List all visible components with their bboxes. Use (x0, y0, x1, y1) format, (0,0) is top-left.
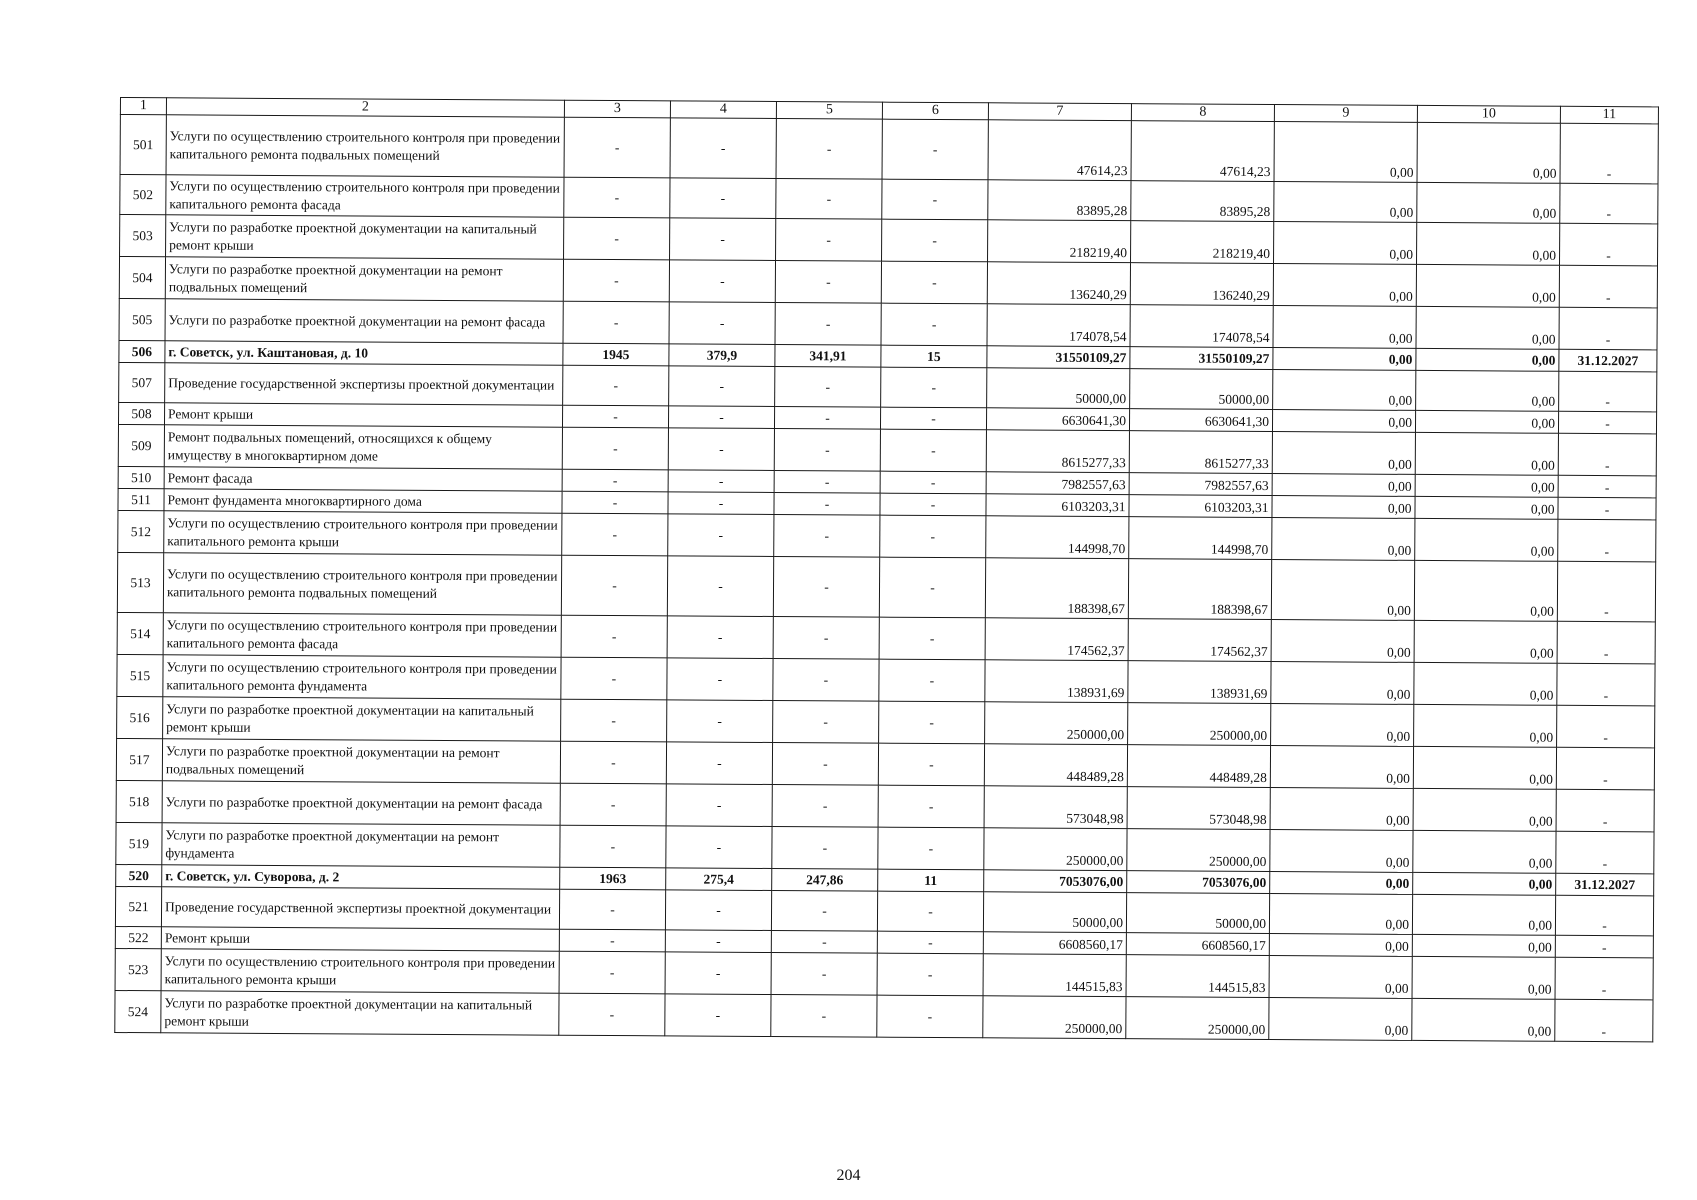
value-cell-col-5: - (772, 742, 878, 785)
value-cell-col-6: - (880, 471, 986, 494)
item-name-cell: Услуги по разработке проектной документации на ремонт подвальных помещений (162, 739, 560, 783)
value-cell-col-7: 138931,69 (985, 660, 1128, 703)
register-table-body (115, 115, 1659, 1042)
value-cell-col-9: 0,00 (1270, 872, 1413, 895)
item-name-cell: Услуги по разработке проектной документации на капитальный ремонт крыши (166, 215, 564, 259)
value-cell-col-6: - (880, 429, 986, 472)
value-cell-col-4: - (666, 784, 772, 827)
register-table-container (120, 97, 1658, 1040)
item-name-cell: Услуги по разработке проектной документации на ремонт фасада (165, 299, 563, 343)
value-cell-col-9: 0,00 (1270, 788, 1413, 831)
value-cell-col-11: 31.12.2027 (1559, 349, 1657, 372)
value-cell-col-7: 144515,83 (983, 954, 1126, 997)
value-cell-col-3: - (559, 951, 665, 994)
item-name-cell: Ремонт фасада (164, 467, 562, 491)
value-cell-col-8: 136240,29 (1130, 263, 1273, 306)
value-cell-col-3: - (562, 513, 668, 556)
value-cell-col-9: 0,00 (1274, 182, 1417, 223)
value-cell-col-11: - (1560, 183, 1658, 224)
value-cell-col-10: 0,00 (1413, 746, 1556, 789)
value-cell-col-6: - (879, 701, 985, 744)
value-cell-col-11: - (1555, 957, 1653, 1000)
row-number-cell: 507 (119, 362, 165, 402)
row-number-cell: 517 (116, 738, 162, 780)
table-row (115, 990, 1653, 1041)
value-cell-col-6: 11 (878, 869, 984, 892)
item-name-cell: Услуги по осуществлению строительного контроля при проведении капитального ремонта крыши (164, 511, 562, 555)
value-cell-col-9: 0,00 (1273, 306, 1416, 349)
value-cell-col-3: - (562, 491, 668, 514)
value-cell-col-10: 0,00 (1414, 620, 1557, 663)
item-name-cell: Проведение государственной экспертизы проектной документации (165, 363, 563, 405)
value-cell-col-10: 0,00 (1417, 222, 1560, 265)
value-cell-col-6: - (882, 119, 988, 180)
row-number-cell: 503 (120, 215, 166, 257)
value-cell-col-3: - (560, 783, 666, 826)
value-cell-col-11: - (1555, 895, 1653, 936)
value-cell-col-4: - (666, 742, 772, 785)
value-cell-col-5: - (774, 515, 880, 558)
value-cell-col-8: 144998,70 (1129, 517, 1272, 560)
value-cell-col-10: 0,00 (1412, 894, 1555, 935)
value-cell-col-8: 50000,00 (1126, 893, 1269, 934)
value-cell-col-9: 0,00 (1271, 662, 1414, 705)
value-cell-col-10: 0,00 (1416, 264, 1559, 307)
row-number-cell: 506 (119, 340, 165, 362)
item-name-cell: Услуги по осуществлению строительного контроля при проведении капитального ремонта подвальных помещений (166, 115, 564, 177)
value-cell-col-6: - (880, 493, 986, 516)
value-cell-col-3: - (562, 427, 668, 470)
item-name-cell: Услуги по осуществлению строительного контроля при проведении капитального ремонта подвальных помещений (163, 553, 561, 615)
value-cell-col-7: 136240,29 (987, 262, 1130, 305)
value-cell-col-7: 250000,00 (985, 702, 1128, 745)
value-cell-col-8: 250000,00 (1127, 829, 1270, 872)
value-cell-col-3: - (559, 929, 665, 952)
value-cell-col-5: 341,91 (775, 345, 881, 368)
value-cell-col-3: - (560, 825, 666, 868)
value-cell-col-9: 0,00 (1270, 746, 1413, 789)
column-header-2: 2 (166, 98, 564, 117)
value-cell-col-11: - (1558, 475, 1656, 498)
value-cell-col-10: 0,00 (1414, 662, 1557, 705)
value-cell-col-5: - (775, 261, 881, 304)
value-cell-col-9: 0,00 (1274, 222, 1417, 265)
item-name-cell: Ремонт подвальных помещений, относящихся к общему имуществу в многоквартирном доме (164, 425, 562, 469)
value-cell-col-10: 0,00 (1413, 788, 1556, 831)
value-cell-col-6: - (880, 407, 986, 430)
value-cell-col-9: 0,00 (1273, 264, 1416, 307)
value-cell-col-10: 0,00 (1413, 830, 1556, 873)
value-cell-col-7: 6608560,17 (983, 932, 1126, 955)
value-cell-col-7: 83895,28 (988, 180, 1131, 221)
value-cell-col-11: 31.12.2027 (1556, 873, 1654, 896)
value-cell-col-4: - (665, 890, 771, 931)
value-cell-col-5: - (773, 617, 879, 660)
value-cell-col-4: - (670, 218, 776, 261)
item-name-cell: Ремонт фундамента многоквартирного дома (164, 489, 562, 513)
value-cell-col-11: - (1556, 789, 1654, 832)
value-cell-col-4: - (668, 470, 774, 493)
column-header-9: 9 (1274, 105, 1417, 123)
value-cell-col-9: 0,00 (1273, 348, 1416, 371)
value-cell-col-4: - (667, 556, 773, 617)
value-cell-col-10: 0,00 (1414, 704, 1557, 747)
value-cell-col-3: - (560, 741, 666, 784)
value-cell-col-4: - (668, 492, 774, 515)
value-cell-col-4: - (668, 406, 774, 429)
value-cell-col-11: - (1558, 433, 1656, 476)
column-header-7: 7 (988, 103, 1131, 121)
value-cell-col-4: - (669, 302, 775, 345)
column-header-10: 10 (1417, 105, 1560, 123)
item-name-cell: Услуги по разработке проектной документации на ремонт подвальных помещений (165, 257, 563, 301)
value-cell-col-10: 0,00 (1416, 348, 1559, 371)
value-cell-col-4: - (665, 994, 771, 1037)
value-cell-col-9: 0,00 (1269, 998, 1412, 1041)
row-number-cell: 518 (116, 780, 162, 822)
value-cell-col-10: 0,00 (1414, 560, 1557, 621)
value-cell-col-6: - (877, 995, 983, 1038)
value-cell-col-9: 0,00 (1272, 474, 1415, 497)
value-cell-col-3: - (561, 615, 667, 658)
row-number-cell: 522 (115, 926, 161, 948)
value-cell-col-11: - (1559, 307, 1657, 350)
value-cell-col-8: 6608560,17 (1126, 933, 1269, 956)
row-number-cell: 523 (115, 948, 161, 990)
value-cell-col-11: - (1558, 519, 1656, 562)
value-cell-col-8: 174562,37 (1128, 619, 1271, 662)
value-cell-col-9: 0,00 (1272, 410, 1415, 433)
item-name-cell: Услуги по разработке проектной документации на капитальный ремонт крыши (163, 697, 561, 741)
value-cell-col-4: - (665, 952, 771, 995)
value-cell-col-4: - (668, 428, 774, 471)
value-cell-col-4: - (667, 616, 773, 659)
value-cell-col-3: - (563, 259, 669, 302)
value-cell-col-3: 1945 (563, 343, 669, 366)
value-cell-col-3: - (559, 889, 665, 930)
value-cell-col-6: - (882, 179, 988, 220)
value-cell-col-11: - (1557, 561, 1655, 622)
value-cell-col-9: 0,00 (1272, 518, 1415, 561)
value-cell-col-4: - (667, 658, 773, 701)
value-cell-col-5: 247,86 (772, 868, 878, 891)
value-cell-col-5: - (775, 303, 881, 346)
value-cell-col-7: 6103203,31 (986, 494, 1129, 517)
value-cell-col-8: 83895,28 (1131, 181, 1274, 222)
value-cell-col-7: 31550109,27 (987, 346, 1130, 369)
item-name-cell: г. Советск, ул. Суворова, д. 2 (162, 865, 560, 889)
row-number-cell: 502 (120, 175, 166, 215)
column-header-4: 4 (670, 101, 776, 119)
value-cell-col-6: - (879, 557, 985, 618)
value-cell-col-9: 0,00 (1271, 560, 1414, 621)
row-number-cell: 515 (117, 654, 163, 696)
value-cell-col-5: - (774, 407, 880, 430)
value-cell-col-3: - (564, 217, 670, 260)
value-cell-col-7: 144998,70 (986, 516, 1129, 559)
item-name-cell: Ремонт крыши (164, 403, 562, 427)
value-cell-col-11: - (1557, 705, 1655, 748)
value-cell-col-8: 47614,23 (1131, 121, 1274, 182)
item-name-cell: Услуги по разработке проектной документации на капитальный ремонт крыши (161, 991, 559, 1035)
row-number-cell: 519 (116, 822, 162, 864)
row-number-cell: 514 (117, 612, 163, 654)
value-cell-col-9: 0,00 (1270, 830, 1413, 873)
value-cell-col-7: 250000,00 (984, 828, 1127, 871)
value-cell-col-11: - (1555, 999, 1653, 1042)
value-cell-col-5: - (773, 700, 879, 743)
item-name-cell: Услуги по разработке проектной документации на ремонт фасада (162, 781, 560, 825)
value-cell-col-8: 448489,28 (1127, 745, 1270, 788)
value-cell-col-7: 7982557,63 (986, 472, 1129, 495)
value-cell-col-6: - (882, 219, 988, 262)
value-cell-col-11: - (1559, 265, 1657, 308)
value-cell-col-10: 0,00 (1415, 474, 1558, 497)
value-cell-col-10: 0,00 (1416, 370, 1559, 411)
item-name-cell: Ремонт крыши (161, 927, 559, 951)
value-cell-col-7: 174562,37 (985, 618, 1128, 661)
value-cell-col-9: 0,00 (1269, 934, 1412, 957)
value-cell-col-3: - (561, 555, 667, 616)
value-cell-col-6: - (878, 785, 984, 828)
value-cell-col-10: 0,00 (1413, 872, 1556, 895)
value-cell-col-7: 218219,40 (988, 220, 1131, 263)
value-cell-col-10: 0,00 (1415, 496, 1558, 519)
value-cell-col-8: 6103203,31 (1129, 495, 1272, 518)
value-cell-col-11: - (1555, 935, 1653, 958)
item-name-cell: Услуги по осуществлению строительного контроля при проведении капитального ремонта крыши (161, 949, 559, 993)
value-cell-col-5: - (773, 658, 879, 701)
value-cell-col-6: 15 (881, 345, 987, 368)
value-cell-col-11: - (1559, 371, 1657, 412)
value-cell-col-8: 250000,00 (1126, 997, 1269, 1040)
value-cell-col-3: 1963 (560, 867, 666, 890)
value-cell-col-9: 0,00 (1273, 370, 1416, 411)
table-row (117, 552, 1655, 621)
value-cell-col-8: 50000,00 (1130, 369, 1273, 410)
value-cell-col-4: 379,9 (669, 344, 775, 367)
value-cell-col-7: 47614,23 (988, 120, 1131, 181)
value-cell-col-11: - (1556, 831, 1654, 874)
value-cell-col-3: - (564, 177, 670, 218)
value-cell-col-3: - (562, 469, 668, 492)
value-cell-col-5: - (771, 994, 877, 1037)
value-cell-col-5: - (772, 826, 878, 869)
row-number-cell: 505 (119, 298, 165, 340)
value-cell-col-9: 0,00 (1269, 956, 1412, 999)
value-cell-col-11: - (1557, 621, 1655, 664)
value-cell-col-8: 8615277,33 (1129, 431, 1272, 474)
item-name-cell: Услуги по осуществлению строительного контроля при проведении капитального ремонта фасада (163, 613, 561, 657)
column-header-6: 6 (882, 102, 988, 120)
row-number-cell: 508 (118, 402, 164, 424)
value-cell-col-10: 0,00 (1415, 410, 1558, 433)
value-cell-col-9: 0,00 (1271, 704, 1414, 747)
value-cell-col-5: - (771, 952, 877, 995)
value-cell-col-3: - (563, 301, 669, 344)
value-cell-col-4: - (665, 930, 771, 953)
value-cell-col-7: 7053076,00 (984, 870, 1127, 893)
value-cell-col-11: - (1559, 223, 1657, 266)
value-cell-col-10: 0,00 (1412, 956, 1555, 999)
value-cell-col-11: - (1560, 123, 1658, 184)
value-cell-col-6: - (879, 659, 985, 702)
value-cell-col-3: - (564, 117, 670, 178)
value-cell-col-7: 6630641,30 (986, 408, 1129, 431)
item-name-cell: Услуги по разработке проектной документации на ремонт фундамента (162, 823, 560, 867)
value-cell-col-8: 7982557,63 (1129, 473, 1272, 496)
column-header-3: 3 (564, 100, 670, 118)
row-number-cell: 504 (119, 257, 165, 299)
column-header-1: 1 (120, 98, 166, 115)
value-cell-col-6: - (877, 931, 983, 954)
value-cell-col-10: 0,00 (1415, 432, 1558, 475)
value-cell-col-3: - (559, 993, 665, 1036)
value-cell-col-9: 0,00 (1271, 620, 1414, 663)
value-cell-col-7: 188398,67 (985, 558, 1128, 619)
value-cell-col-3: - (561, 699, 667, 742)
value-cell-col-5: - (774, 493, 880, 516)
value-cell-col-5: - (771, 930, 877, 953)
item-name-cell: г. Советск, ул. Каштановая, д. 10 (165, 341, 563, 365)
value-cell-col-8: 6630641,30 (1129, 409, 1272, 432)
item-name-cell: Услуги по осуществлению строительного контроля при проведении капитального ремонта фундамента (163, 655, 561, 699)
value-cell-col-11: - (1557, 663, 1655, 706)
value-cell-col-11: - (1558, 497, 1656, 520)
value-cell-col-3: - (562, 405, 668, 428)
value-cell-col-5: - (773, 557, 879, 618)
row-number-cell: 501 (120, 115, 166, 175)
page-number: 204 (836, 1167, 861, 1184)
value-cell-col-5: - (774, 429, 880, 472)
value-cell-col-8: 573048,98 (1127, 787, 1270, 830)
value-cell-col-6: - (879, 617, 985, 660)
column-header-8: 8 (1131, 104, 1274, 122)
value-cell-col-4: - (669, 260, 775, 303)
value-cell-col-10: 0,00 (1417, 182, 1560, 223)
value-cell-col-10: 0,00 (1412, 998, 1555, 1041)
value-cell-col-7: 573048,98 (984, 786, 1127, 829)
value-cell-col-11: - (1558, 411, 1656, 434)
value-cell-col-5: - (776, 179, 882, 220)
row-number-cell: 512 (118, 510, 164, 552)
value-cell-col-7: 448489,28 (984, 744, 1127, 787)
value-cell-col-4: - (666, 826, 772, 869)
value-cell-col-6: - (877, 953, 983, 996)
column-header-5: 5 (776, 102, 882, 120)
value-cell-col-10: 0,00 (1417, 122, 1560, 183)
value-cell-col-8: 7053076,00 (1127, 871, 1270, 894)
value-cell-col-4: - (667, 700, 773, 743)
value-cell-col-8: 250000,00 (1128, 703, 1271, 746)
row-number-cell: 510 (118, 466, 164, 488)
value-cell-col-4: - (668, 514, 774, 557)
value-cell-col-8: 31550109,27 (1130, 347, 1273, 370)
value-cell-col-5: - (771, 890, 877, 931)
value-cell-col-5: - (776, 219, 882, 262)
value-cell-col-9: 0,00 (1272, 496, 1415, 519)
row-number-cell: 511 (118, 488, 164, 510)
value-cell-col-6: - (881, 367, 987, 408)
value-cell-col-8: 188398,67 (1128, 559, 1271, 620)
item-name-cell: Услуги по осуществлению строительного контроля при проведении капитального ремонта фасада (166, 175, 564, 217)
value-cell-col-9: 0,00 (1269, 894, 1412, 935)
value-cell-col-10: 0,00 (1412, 934, 1555, 957)
row-number-cell: 509 (118, 424, 164, 466)
value-cell-col-7: 50000,00 (987, 368, 1130, 409)
value-cell-col-3: - (561, 657, 667, 700)
value-cell-col-4: - (670, 178, 776, 219)
value-cell-col-7: 174078,54 (987, 304, 1130, 347)
value-cell-col-8: 174078,54 (1130, 305, 1273, 348)
value-cell-col-6: - (880, 515, 986, 558)
value-cell-col-3: - (563, 365, 669, 406)
value-cell-col-6: - (881, 261, 987, 304)
value-cell-col-6: - (878, 827, 984, 870)
value-cell-col-8: 144515,83 (1126, 955, 1269, 998)
table-row (120, 115, 1658, 184)
row-number-cell: 516 (117, 696, 163, 738)
value-cell-col-7: 8615277,33 (986, 430, 1129, 473)
value-cell-col-7: 250000,00 (983, 996, 1126, 1039)
value-cell-col-5: - (775, 367, 881, 408)
value-cell-col-7: 50000,00 (983, 892, 1126, 933)
value-cell-col-10: 0,00 (1416, 306, 1559, 349)
value-cell-col-10: 0,00 (1415, 518, 1558, 561)
value-cell-col-9: 0,00 (1272, 432, 1415, 475)
item-name-cell: Проведение государственной экспертизы проектной документации (161, 887, 559, 929)
value-cell-col-9: 0,00 (1274, 122, 1417, 183)
value-cell-col-5: - (772, 784, 878, 827)
value-cell-col-5: - (776, 119, 882, 180)
value-cell-col-8: 218219,40 (1131, 221, 1274, 264)
value-cell-col-6: - (878, 743, 984, 786)
value-cell-col-6: - (877, 891, 983, 932)
column-header-11: 11 (1560, 106, 1658, 124)
value-cell-col-6: - (881, 303, 987, 346)
value-cell-col-4: - (669, 366, 775, 407)
row-number-cell: 513 (117, 552, 163, 612)
value-cell-col-5: - (774, 471, 880, 494)
value-cell-col-4: 275,4 (666, 868, 772, 891)
row-number-cell: 521 (115, 886, 161, 926)
register-table (114, 97, 1659, 1042)
value-cell-col-4: - (670, 118, 776, 179)
row-number-cell: 520 (116, 864, 162, 886)
value-cell-col-11: - (1556, 747, 1654, 790)
row-number-cell: 524 (115, 990, 161, 1032)
value-cell-col-8: 138931,69 (1128, 661, 1271, 704)
